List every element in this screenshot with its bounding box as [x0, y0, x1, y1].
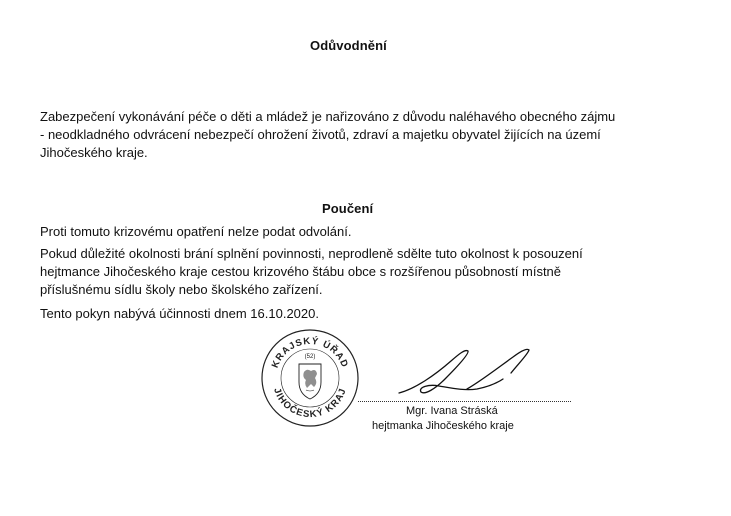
signature-line — [358, 401, 571, 402]
justification-heading: Odůvodnění — [310, 38, 387, 53]
justification-line-3: Jihočeského kraje. — [40, 145, 148, 160]
svg-text:JIHOČESKÝ KRAJ — [271, 387, 349, 421]
official-seal — [260, 328, 360, 428]
obligation-line-1: Pokud důležité okolnosti brání splnění povinnosti, neprodleně sdělte tuto okolnost k posouzení — [40, 246, 583, 261]
justification-line-1: Zabezpečení vykonávání péče o děti a mládež je nařizováno z důvodu naléhavého obecného zájmu — [40, 109, 616, 124]
justification-paragraph — [40, 108, 672, 162]
svg-text:KRAJSKÝ ÚŘAD — [270, 335, 351, 370]
effective-date-text: Tento pokyn nabývá účinnosti dnem 16.10.2020. — [40, 306, 319, 321]
signer-title: hejtmanka Jihočeského kraje — [372, 420, 514, 432]
signer-name: Mgr. Ivana Stráská — [406, 405, 498, 417]
seal-number: (52) — [304, 354, 316, 360]
instruction-heading: Poučení — [322, 201, 374, 216]
obligation-line-2: hejtmance Jihočeského kraje cestou krizového štábu obce s rozšířenou působností místně — [40, 264, 562, 279]
justification-line-2: - neodkladného odvrácení nebezpečí ohrožení životů, zdraví a majetku obyvatel žijících na území — [40, 127, 601, 142]
handwritten-signature — [395, 345, 545, 405]
no-appeal-text: Proti tomuto krizovému opatření nelze podat odvolání. — [40, 224, 352, 239]
coat-of-arms-icon — [299, 364, 321, 399]
seal-bottom-text: JIHOČESKÝ KRAJ — [271, 386, 349, 421]
obligation-paragraph — [40, 245, 672, 299]
obligation-line-3: příslušnému sídlu školy nebo školského zařízení. — [40, 282, 323, 297]
seal-top-text: KRAJSKÝ ÚŘAD — [269, 335, 351, 370]
